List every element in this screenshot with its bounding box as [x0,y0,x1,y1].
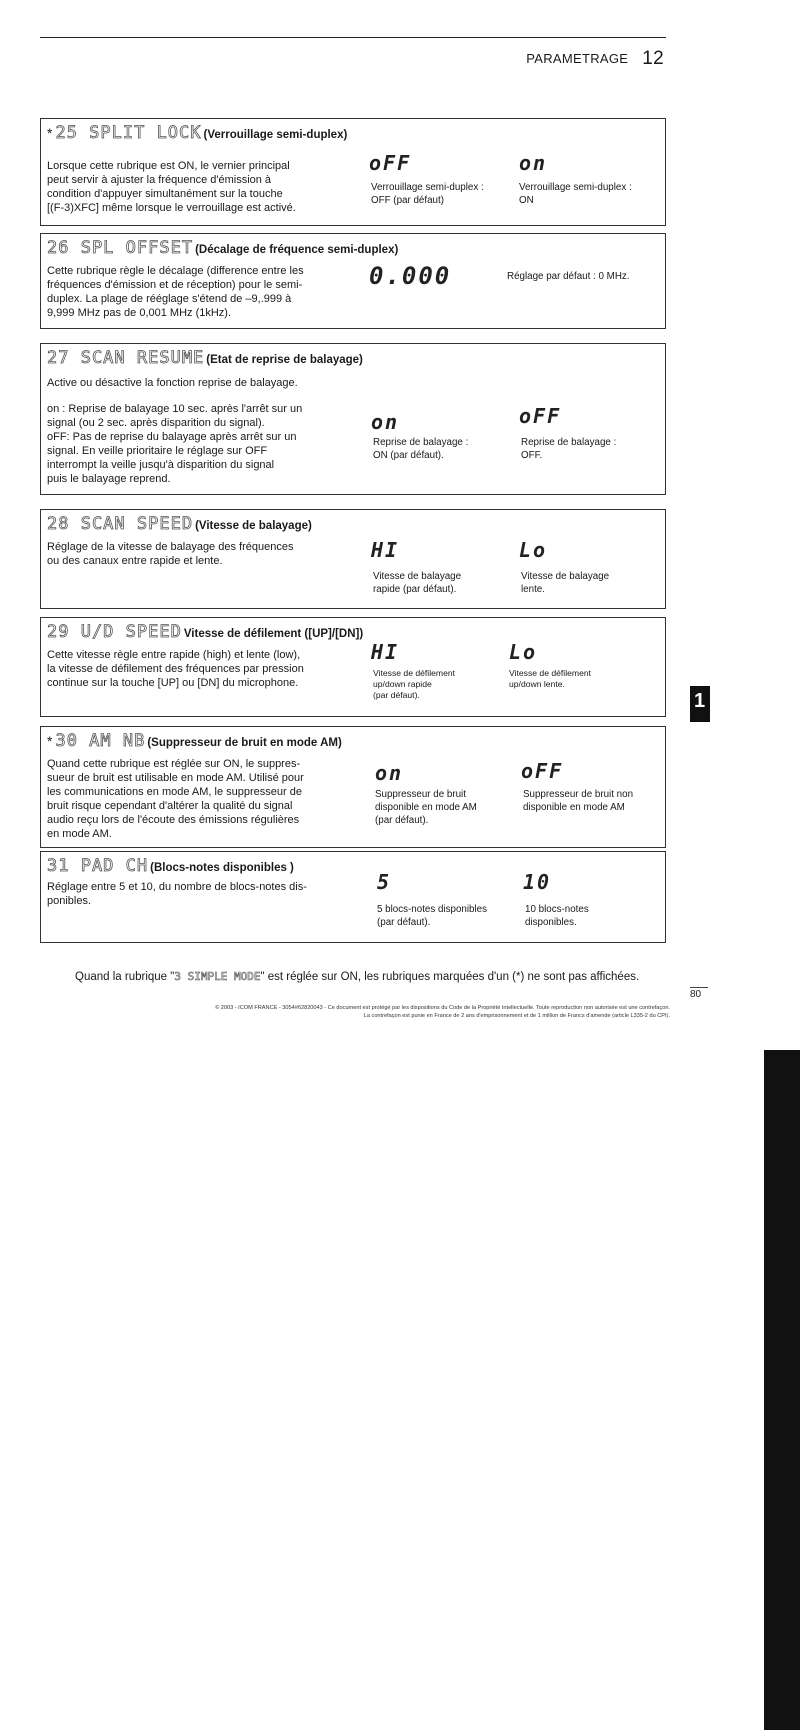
chapter-tab-number: 1 [694,690,706,712]
menu-item-29-ud-speed [40,617,666,717]
menu-item-26-spl-offset [40,233,666,329]
lcd-display-off: oFF [369,151,412,175]
section-title [47,348,363,368]
section-title [47,514,312,534]
section-title [47,238,398,258]
lcd-display-on: on [519,151,548,175]
menu-item-27-scan-resume [40,343,666,495]
display-caption: Verrouillage semi-duplex : ON [519,182,632,206]
menu-item-31-pad-ch [40,851,666,943]
section-subtitle: (Décalage de fréquence semi-duplex) [195,244,399,256]
section-subtitle: Vitesse de défilement ([UP]/[DN]) [183,628,364,640]
lcd-code: 27 SCAN RESUME [47,348,205,368]
lcd-display-off: oFF [521,759,564,783]
lcd-display-hi: HI [371,640,400,664]
display-caption: Suppresseur de bruit non disponible en mode AM [523,789,634,813]
display-caption: Reprise de balayage : OFF. [521,437,617,461]
display-caption: Suppresseur de bruit disponible en mode AM (par défaut). [375,789,477,826]
header-page-number: 12 [642,48,664,69]
lcd-code: 26 SPL OFFSET [47,238,194,258]
section-title [47,622,363,642]
section-title [47,856,294,876]
lcd-display-on: on [375,761,404,785]
display-caption: Vitesse de défilement up/down rapide (par défaut). [373,668,456,700]
lcd-code: 30 AM NB [55,731,146,751]
display-caption: Reprise de balayage : ON (par défaut). [373,437,469,461]
note-text-before: Quand la rubrique " [75,971,175,983]
header-rule [40,37,666,38]
star-mark: * [47,125,53,141]
copyright-footer: © 2003 - ICOM FRANCE - 3054#62820043 - Ce document est protégé par les dispositions du Code de la Propriété Intellectuelle. Toute reproduction non autorisée est une contrefaçon. La contrefaçon est punie en France de 2 ans d'emprisonnement et de 1 million de Francs d'amende (article L335-2 du CPI). [215,1005,670,1019]
menu-item-28-scan-speed [40,509,666,609]
section-description: Réglage entre 5 et 10, du nombre de blocs-notes dis- ponibles. [47,881,307,907]
display-caption: Réglage par défaut : 0 MHz. [507,271,630,282]
lcd-display-offset: 0.000 [369,262,452,290]
menu-item-25-split-lock [40,118,666,226]
section-title [47,123,347,143]
lcd-display-lo: Lo [509,640,538,664]
section-subtitle: (Etat de reprise de balayage) [206,354,363,366]
display-caption: Vitesse de balayage rapide (par défaut). [373,571,462,595]
lcd-display-10: 10 [523,870,552,894]
section-description: Réglage de la vitesse de balayage des fréquences ou des canaux entre rapide et lente. [47,541,294,567]
section-subtitle: (Suppresseur de bruit en mode AM) [147,737,342,749]
page-number: 80 [690,987,708,1000]
star-mark: * [47,733,53,749]
section-description: Cette vitesse règle entre rapide (high) et lente (low), la vitesse de défilement des fréquences par pression continue sur la touche [UP] ou [DN] du microphone. [47,649,304,689]
menu-item-30-am-nb [40,726,666,848]
page-header [526,47,664,69]
display-caption: 10 blocs-notes disponibles. [525,904,589,928]
lcd-code: 29 U/D SPEED [47,622,182,642]
lcd-display-on: on [371,410,400,434]
display-caption: Vitesse de balayage lente. [521,571,610,595]
display-caption: 5 blocs-notes disponibles (par défaut). [377,904,488,928]
section-description: Lorsque cette rubrique est ON, le vernier principal peut servir à ajuster la fréquence d'émission à condition d'appuyer simultanément sur la touche [(F-3)XFC] même lorsque le verrouillage est activé. [47,160,296,214]
lcd-code: 25 SPLIT LOCK [55,123,202,143]
display-caption: Verrouillage semi-duplex : OFF (par défaut) [371,182,484,206]
note-text-after: " est réglée sur ON, les rubriques marquées d'un (*) ne sont pas affichées. [260,971,640,983]
section-title [47,731,342,751]
section-description: Quand cette rubrique est réglée sur ON, le suppres- sueur de bruit est utilisable en mode AM. Utilisé pour les communications en mode AM, le suppresseur de bruit risque cependant d'altérer la qualité du signal audio reçu lors de l'écoute des émissions régulières en mode AM. [47,758,304,840]
lcd-display-lo: Lo [519,538,548,562]
section-options: on : Reprise de balayage 10 sec. après l'arrêt sur un signal (ou 2 sec. après disparition du signal). oFF: Pas de reprise du balayage après arrêt sur un signal. En veille prioritaire le réglage sur OFF interrompt la veille jusqu'à disparition du signal puis le balayage reprend. [47,403,303,485]
section-subtitle: (Verrouillage semi-duplex) [203,129,348,141]
section-description: Active ou désactive la fonction reprise de balayage. [47,377,298,389]
header-title: PARAMETRAGE [526,51,629,66]
lcd-display-off: oFF [519,404,562,428]
section-subtitle: (Vitesse de balayage) [195,520,312,532]
lcd-display-hi: HI [371,538,400,562]
lcd-code: 31 PAD CH [47,856,149,876]
footnote [75,970,639,983]
section-subtitle: (Blocs-notes disponibles ) [150,862,294,874]
note-lcd-code: 3 SIMPLE MODE [174,970,261,983]
lcd-display-5: 5 [377,870,392,894]
section-description: Cette rubrique règle le décalage (difference entre les fréquences d'émission et de réception) pour le semi- duplex. La plage de rééglage s'étend de –9,.999 à 9,999 MHz pas de 0,001 MHz (1kHz). [47,265,304,319]
page-edge-bar [764,1050,800,1730]
display-caption: Vitesse de défilement up/down lente. [509,668,592,689]
lcd-code: 28 SCAN SPEED [47,514,194,534]
